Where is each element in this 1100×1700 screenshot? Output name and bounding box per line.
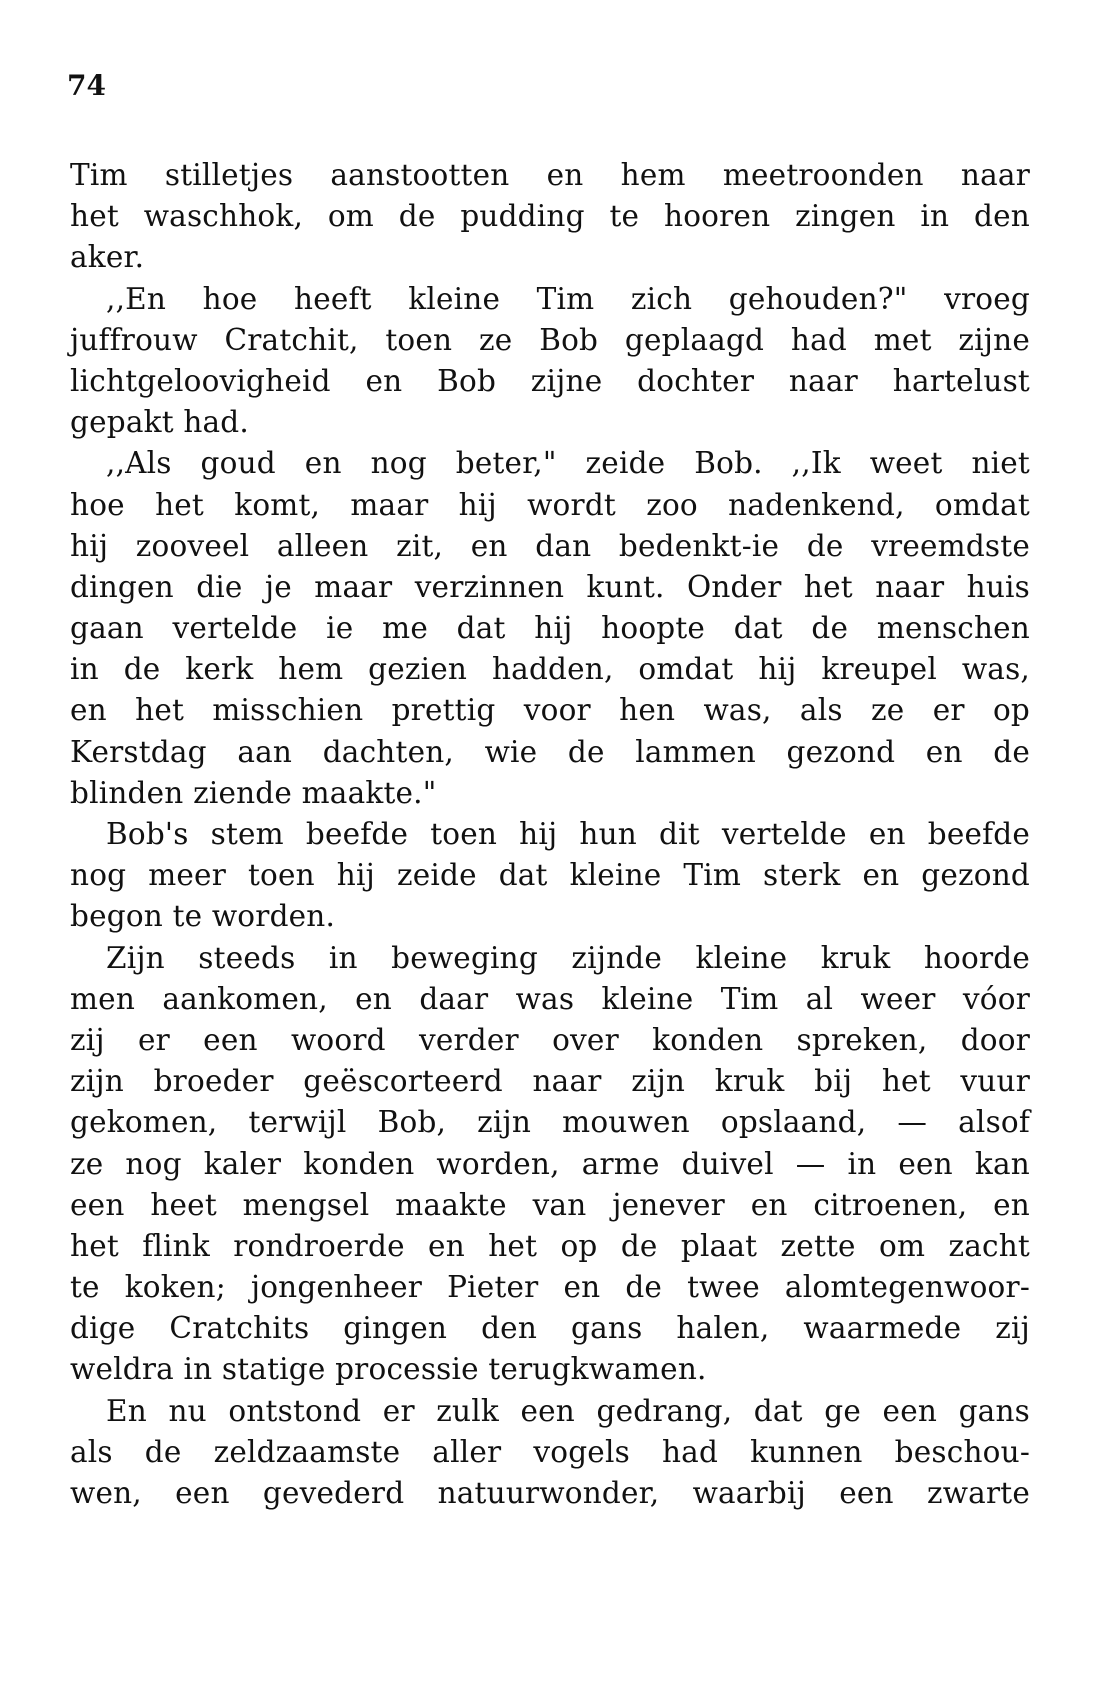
text-line: zij er een woord verder over konden spreken, door [70,1022,1030,1057]
text-line: het waschhok, om de pudding te hooren zingen in den [70,199,1030,234]
text-line: en het misschien prettig voor hen was, als ze er op [70,693,1030,728]
text-line: hoe het komt, maar hij wordt zoo nadenkend, omdat [70,487,1030,522]
body-text [70,155,1030,1514]
text-line: gepakt had. [70,405,249,440]
text-line: dige Cratchits gingen den gans halen, waarmede zij [70,1311,1030,1346]
text-line: Kerstdag aan dachten, wie de lammen gezond en de [70,734,1030,769]
text-line: Bob's stem beefde toen hij hun dit vertelde en beefde [106,817,1030,851]
text-line: begon te worden. [70,899,336,934]
text-line: Tim stilletjes aanstootten en hem meetroonden naar [70,158,1030,192]
text-line: Zijn steeds in beweging zijnde kleine kruk hoorde [106,940,1030,975]
text-line: een heet mengsel maakte van jenever en citroenen, en [70,1187,1030,1222]
text-line: wen, een gevederd natuurwonder, waarbij een zwarte [70,1476,1030,1510]
text-line: gaan vertelde ie me dat hij hoopte dat de menschen [70,611,1030,646]
text-line: ,,En hoe heeft kleine Tim zich gehouden?" vroeg [106,281,1030,316]
text-line: weldra in statige processie terugkwamen. [70,1352,707,1387]
text-line: ,,Als goud en nog beter," zeide Bob. ,,Ik weet niet [106,446,1030,481]
text-line: blinden ziende maakte." [70,775,437,810]
text-line: ze nog kaler konden worden, arme duivel — in een kan [70,1146,1030,1181]
text-line: En nu ontstond er zulk een gedrang, dat ge een gans [106,1393,1030,1428]
text-line: juffrouw Cratchit, toen ze Bob geplaagd had met zijne [70,322,1030,357]
text-line: te koken; jongenheer Pieter en de twee alomtegenwoor- [70,1270,1030,1305]
text-line: aker. [70,240,145,275]
text-line: gekomen, terwijl Bob, zijn mouwen opslaand, — alsof [70,1105,1030,1140]
text-line: nog meer toen hij zeide dat kleine Tim sterk en gezond [70,858,1030,893]
text-line: men aankomen, en daar was kleine Tim al weer vóor [70,981,1030,1016]
text-line: hij zooveel alleen zit, en dan bedenkt-ie de vreemdste [70,528,1030,563]
text-line: het flink rondroerde en het op de plaat zette om zacht [70,1228,1030,1263]
page-number: 74 [67,69,106,102]
text-line: lichtgeloovigheid en Bob zijne dochter naar hartelust [70,363,1030,398]
text-line: dingen die je maar verzinnen kunt. Onder het naar huis [70,569,1030,604]
text-line: als de zeldzaamste aller vogels had kunnen beschou- [70,1434,1030,1469]
text-line: zijn broeder geëscorteerd naar zijn kruk bij het vuur [70,1064,1030,1099]
text-line: in de kerk hem gezien hadden, omdat hij kreupel was, [70,652,1030,687]
